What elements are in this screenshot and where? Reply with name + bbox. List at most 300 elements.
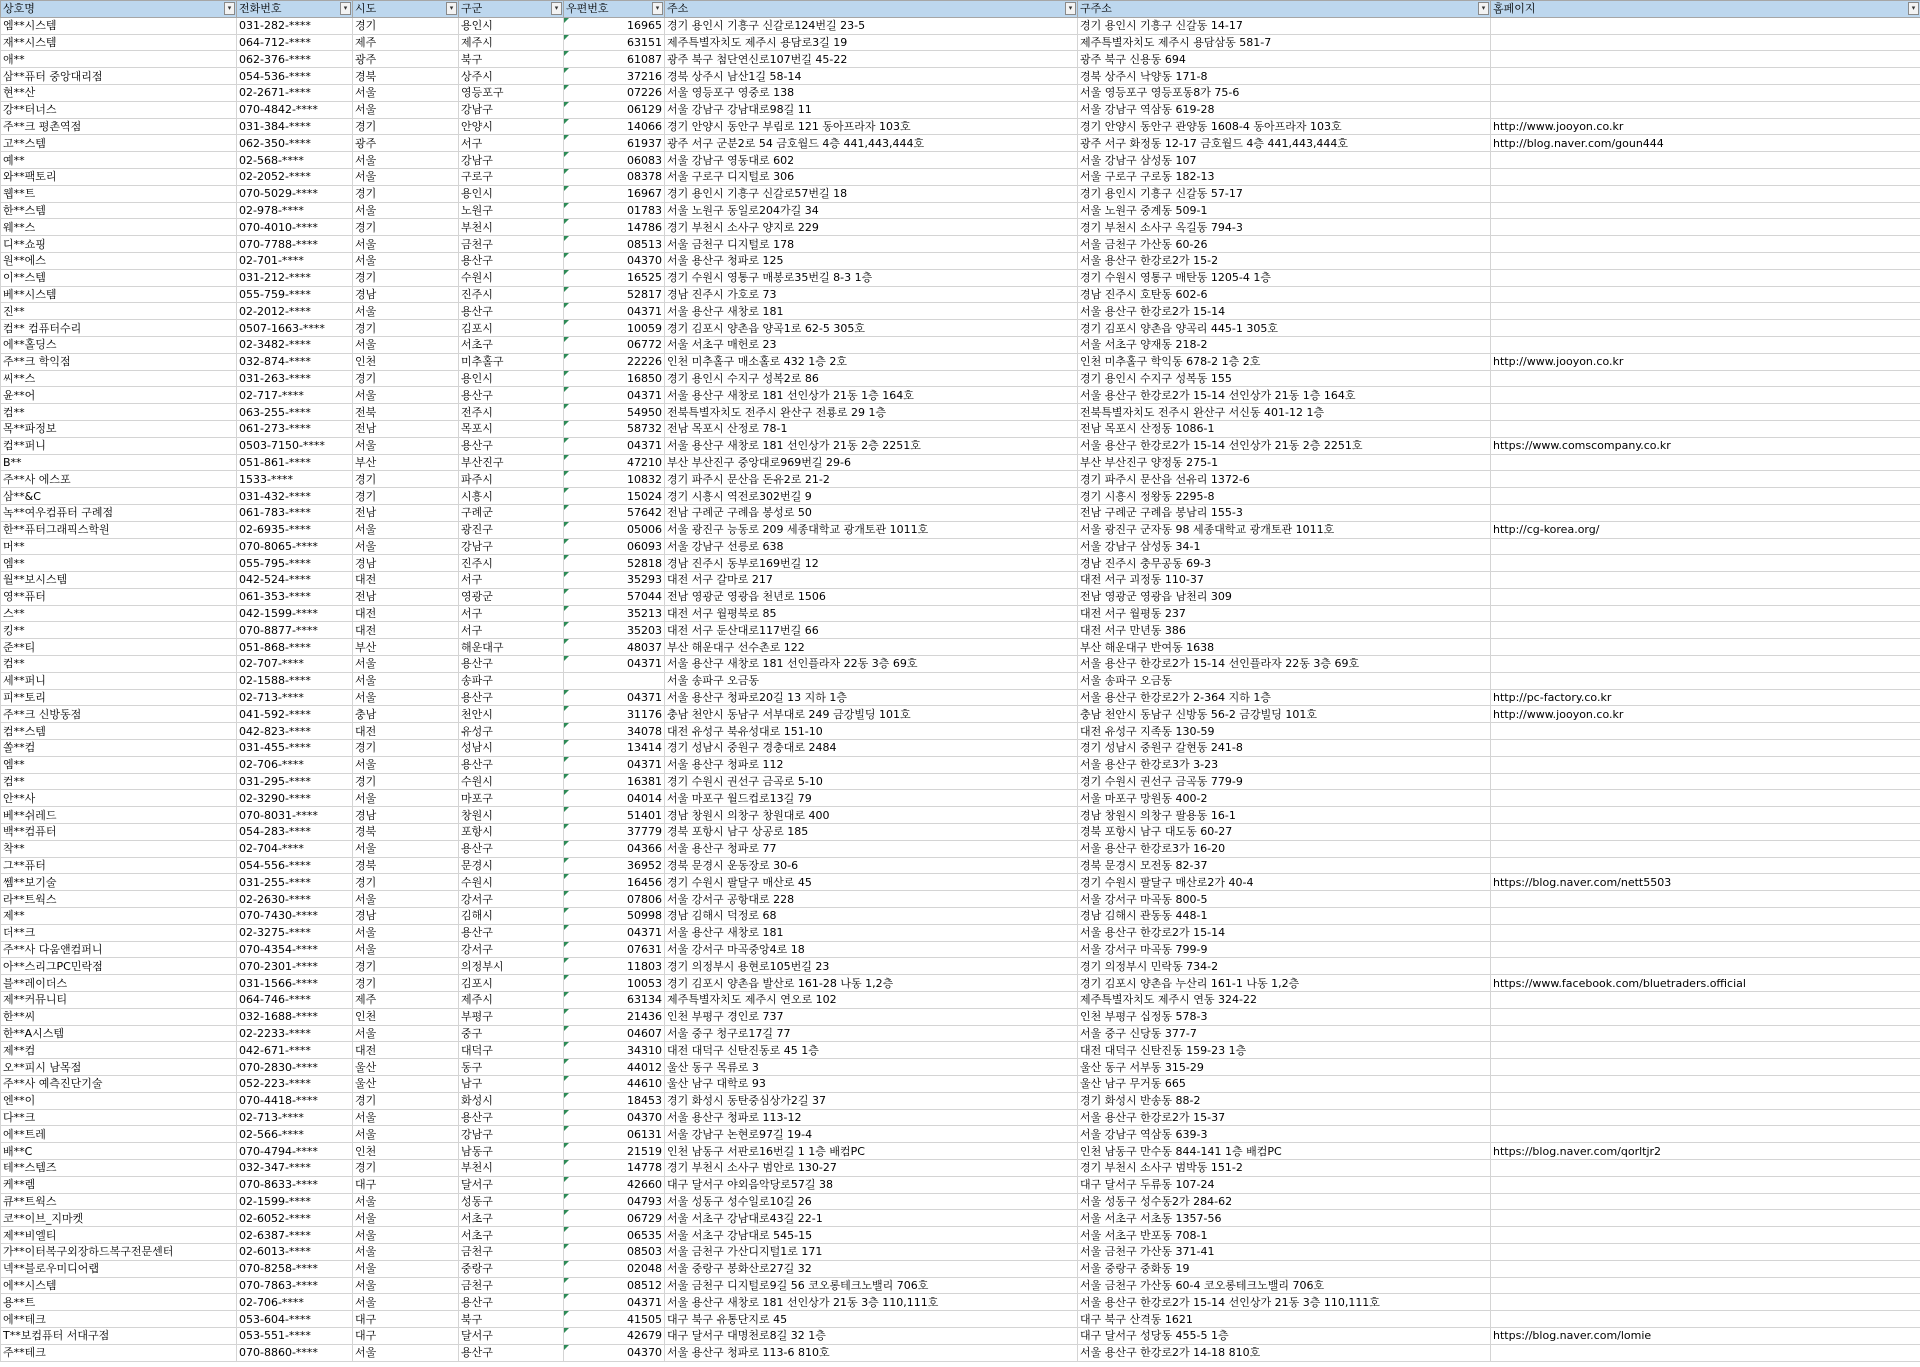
cell-gugun[interactable]: 화성시	[459, 1092, 564, 1109]
cell-zip[interactable]: 61937	[564, 135, 665, 152]
cell-oldaddr[interactable]: 경기 안양시 동안구 관양동 1608-4 동아프라자 103호	[1078, 118, 1491, 135]
cell-name[interactable]: 주**사 에스포	[1, 471, 237, 488]
cell-oldaddr[interactable]: 경기 용인시 기흥구 신갈동 57-17	[1078, 185, 1491, 202]
cell-zip[interactable]: 13414	[564, 740, 665, 757]
cell-phone[interactable]: 070-8258-****	[237, 1260, 353, 1277]
cell-sido[interactable]: 경기	[353, 471, 459, 488]
cell-addr[interactable]: 대전 서구 월평북로 85	[665, 605, 1078, 622]
cell-addr[interactable]: 광주 북구 첨단연신로107번길 45-22	[665, 51, 1078, 68]
cell-gugun[interactable]: 동구	[459, 1059, 564, 1076]
cell-addr[interactable]: 경기 시흥시 역전로302번길 9	[665, 488, 1078, 505]
cell-gugun[interactable]: 대덕구	[459, 1042, 564, 1059]
cell-zip[interactable]: 57642	[564, 504, 665, 521]
cell-addr[interactable]: 대구 북구 유통단지로 45	[665, 1311, 1078, 1328]
cell-name[interactable]: 주**크 평촌역점	[1, 118, 237, 135]
cell-oldaddr[interactable]: 대구 달서구 두류동 107-24	[1078, 1176, 1491, 1193]
cell-zip[interactable]: 04370	[564, 1344, 665, 1361]
cell-sido[interactable]: 서울	[353, 672, 459, 689]
cell-phone[interactable]: 031-432-****	[237, 488, 353, 505]
cell-zip[interactable]	[564, 672, 665, 689]
cell-sido[interactable]: 울산	[353, 1076, 459, 1093]
cell-zip[interactable]: 02048	[564, 1260, 665, 1277]
cell-homepage[interactable]	[1491, 1092, 1920, 1109]
cell-addr[interactable]: 서울 용산구 청파로 112	[665, 756, 1078, 773]
cell-addr[interactable]: 경기 부천시 소사구 양지로 229	[665, 219, 1078, 236]
cell-sido[interactable]: 인천	[353, 353, 459, 370]
cell-sido[interactable]: 서울	[353, 1243, 459, 1260]
cell-sido[interactable]: 서울	[353, 538, 459, 555]
cell-homepage[interactable]: http://pc-factory.co.kr	[1491, 689, 1920, 706]
cell-homepage[interactable]	[1491, 1109, 1920, 1126]
column-header-name[interactable]	[1, 1, 237, 18]
cell-phone[interactable]: 1533-****	[237, 471, 353, 488]
cell-gugun[interactable]: 문경시	[459, 857, 564, 874]
cell-zip[interactable]: 04366	[564, 840, 665, 857]
cell-gugun[interactable]: 구례군	[459, 504, 564, 521]
cell-name[interactable]: 엔**이	[1, 1092, 237, 1109]
cell-addr[interactable]: 서울 서초구 매헌로 23	[665, 336, 1078, 353]
cell-oldaddr[interactable]: 경남 김해시 관동동 448-1	[1078, 908, 1491, 925]
cell-addr[interactable]: 대전 유성구 북유성대로 151-10	[665, 723, 1078, 740]
cell-name[interactable]: 주**테크	[1, 1344, 237, 1361]
cell-gugun[interactable]: 용산구	[459, 252, 564, 269]
cell-oldaddr[interactable]: 경기 김포시 양촌읍 양곡리 445-1 305호	[1078, 320, 1491, 337]
cell-addr[interactable]: 경기 부천시 소사구 범안로 130-27	[665, 1159, 1078, 1176]
cell-addr[interactable]: 경기 수원시 영통구 매봉로35번길 8-3 1층	[665, 269, 1078, 286]
cell-gugun[interactable]: 부천시	[459, 1159, 564, 1176]
cell-phone[interactable]: 054-536-****	[237, 68, 353, 85]
cell-sido[interactable]: 서울	[353, 924, 459, 941]
cell-zip[interactable]: 04370	[564, 252, 665, 269]
cell-oldaddr[interactable]: 서울 금천구 가산동 60-4 코오롱테크노밸리 706호	[1078, 1277, 1491, 1294]
cell-addr[interactable]: 서울 강남구 강남대로98길 11	[665, 101, 1078, 118]
cell-sido[interactable]: 서울	[353, 1210, 459, 1227]
cell-gugun[interactable]: 목포시	[459, 420, 564, 437]
cell-gugun[interactable]: 용산구	[459, 689, 564, 706]
cell-zip[interactable]: 08503	[564, 1243, 665, 1260]
cell-zip[interactable]: 04370	[564, 1109, 665, 1126]
cell-phone[interactable]: 02-2233-****	[237, 1025, 353, 1042]
cell-name[interactable]: 에**시스템	[1, 1277, 237, 1294]
cell-sido[interactable]: 서울	[353, 521, 459, 538]
cell-name[interactable]: 엠**	[1, 555, 237, 572]
cell-sido[interactable]: 울산	[353, 1059, 459, 1076]
cell-oldaddr[interactable]: 제주특별자치도 제주시 연동 324-22	[1078, 992, 1491, 1009]
cell-phone[interactable]: 064-712-****	[237, 34, 353, 51]
cell-gugun[interactable]: 강남구	[459, 1126, 564, 1143]
cell-phone[interactable]: 061-353-****	[237, 588, 353, 605]
cell-gugun[interactable]: 서구	[459, 605, 564, 622]
cell-phone[interactable]: 070-7430-****	[237, 908, 353, 925]
cell-addr[interactable]: 서울 중랑구 봉화산로27길 32	[665, 1260, 1078, 1277]
cell-phone[interactable]: 070-8877-****	[237, 622, 353, 639]
cell-oldaddr[interactable]: 전북특별자치도 전주시 완산구 서신동 401-12 1층	[1078, 404, 1491, 421]
cell-name[interactable]: 엠**시스템	[1, 17, 237, 34]
cell-oldaddr[interactable]: 서울 용산구 한강로2가 15-14	[1078, 303, 1491, 320]
cell-oldaddr[interactable]: 경북 상주시 낙양동 171-8	[1078, 68, 1491, 85]
cell-name[interactable]: 가**이터복구외장하드복구전문센터	[1, 1243, 237, 1260]
cell-phone[interactable]: 02-707-****	[237, 656, 353, 673]
cell-addr[interactable]: 경기 용인시 기흥구 신갈로57번길 18	[665, 185, 1078, 202]
cell-gugun[interactable]: 창원시	[459, 807, 564, 824]
cell-gugun[interactable]: 서초구	[459, 1227, 564, 1244]
cell-addr[interactable]: 서울 용산구 청파로20길 13 지하 1층	[665, 689, 1078, 706]
cell-phone[interactable]: 070-4842-****	[237, 101, 353, 118]
cell-name[interactable]: 컴** 컴퓨터수리	[1, 320, 237, 337]
cell-phone[interactable]: 054-556-****	[237, 857, 353, 874]
cell-phone[interactable]: 070-8633-****	[237, 1176, 353, 1193]
cell-homepage[interactable]	[1491, 824, 1920, 841]
cell-phone[interactable]: 070-7863-****	[237, 1277, 353, 1294]
cell-sido[interactable]: 경기	[353, 740, 459, 757]
cell-homepage[interactable]	[1491, 622, 1920, 639]
cell-homepage[interactable]	[1491, 1042, 1920, 1059]
cell-zip[interactable]: 14786	[564, 219, 665, 236]
cell-name[interactable]: 컴**	[1, 656, 237, 673]
cell-sido[interactable]: 경기	[353, 185, 459, 202]
cell-name[interactable]: 씨**스	[1, 370, 237, 387]
cell-homepage[interactable]	[1491, 219, 1920, 236]
cell-name[interactable]: 테**스템즈	[1, 1159, 237, 1176]
cell-oldaddr[interactable]: 경기 시흥시 정왕동 2295-8	[1078, 488, 1491, 505]
cell-sido[interactable]: 서울	[353, 656, 459, 673]
cell-phone[interactable]: 02-706-****	[237, 1294, 353, 1311]
cell-gugun[interactable]: 용산구	[459, 1109, 564, 1126]
cell-phone[interactable]: 02-2012-****	[237, 303, 353, 320]
cell-sido[interactable]: 경기	[353, 17, 459, 34]
cell-phone[interactable]: 032-1688-****	[237, 1008, 353, 1025]
cell-name[interactable]: 넥**블로우미디어랩	[1, 1260, 237, 1277]
cell-addr[interactable]: 서울 용산구 새창로 181	[665, 924, 1078, 941]
cell-sido[interactable]: 제주	[353, 992, 459, 1009]
cell-zip[interactable]: 41505	[564, 1311, 665, 1328]
cell-oldaddr[interactable]: 서울 용산구 한강로3가 16-20	[1078, 840, 1491, 857]
cell-oldaddr[interactable]: 대전 유성구 지족동 130-59	[1078, 723, 1491, 740]
cell-phone[interactable]: 062-376-****	[237, 51, 353, 68]
cell-homepage[interactable]	[1491, 672, 1920, 689]
cell-oldaddr[interactable]: 경북 문경시 모전동 82-37	[1078, 857, 1491, 874]
cell-phone[interactable]: 02-3275-****	[237, 924, 353, 941]
cell-name[interactable]: 다**크	[1, 1109, 237, 1126]
cell-zip[interactable]: 04371	[564, 387, 665, 404]
cell-gugun[interactable]: 해운대구	[459, 639, 564, 656]
cell-oldaddr[interactable]: 인천 남동구 만수동 844-141 1층 배컴PC	[1078, 1143, 1491, 1160]
cell-addr[interactable]: 서울 강남구 영동대로 602	[665, 152, 1078, 169]
cell-zip[interactable]: 34310	[564, 1042, 665, 1059]
cell-homepage[interactable]	[1491, 555, 1920, 572]
cell-name[interactable]: 에**트레	[1, 1126, 237, 1143]
cell-sido[interactable]: 광주	[353, 135, 459, 152]
cell-gugun[interactable]: 구로구	[459, 168, 564, 185]
cell-name[interactable]: 고**스템	[1, 135, 237, 152]
cell-name[interactable]: 제**커뮤니티	[1, 992, 237, 1009]
cell-sido[interactable]: 서울	[353, 236, 459, 253]
cell-sido[interactable]: 전남	[353, 588, 459, 605]
cell-phone[interactable]: 02-717-****	[237, 387, 353, 404]
cell-gugun[interactable]: 달서구	[459, 1176, 564, 1193]
cell-oldaddr[interactable]: 서울 성동구 성수동2가 284-62	[1078, 1193, 1491, 1210]
cell-zip[interactable]: 04371	[564, 656, 665, 673]
cell-zip[interactable]: 57044	[564, 588, 665, 605]
cell-oldaddr[interactable]: 울산 동구 서부동 315-29	[1078, 1059, 1491, 1076]
cell-name[interactable]: 웨**스	[1, 219, 237, 236]
cell-sido[interactable]: 서울	[353, 1227, 459, 1244]
cell-zip[interactable]: 10053	[564, 975, 665, 992]
cell-addr[interactable]: 서울 강서구 마곡중앙4로 18	[665, 941, 1078, 958]
cell-sido[interactable]: 서울	[353, 840, 459, 857]
cell-sido[interactable]: 인천	[353, 1143, 459, 1160]
cell-phone[interactable]: 054-283-****	[237, 824, 353, 841]
cell-phone[interactable]: 055-795-****	[237, 555, 353, 572]
cell-homepage[interactable]	[1491, 857, 1920, 874]
cell-addr[interactable]: 경기 안양시 동안구 부림로 121 동아프라자 103호	[665, 118, 1078, 135]
cell-phone[interactable]: 070-2301-****	[237, 958, 353, 975]
cell-phone[interactable]: 0503-7150-****	[237, 437, 353, 454]
cell-sido[interactable]: 경북	[353, 68, 459, 85]
cell-name[interactable]: 주**사 예측진단기술	[1, 1076, 237, 1093]
cell-gugun[interactable]: 광진구	[459, 521, 564, 538]
cell-sido[interactable]: 경남	[353, 908, 459, 925]
cell-zip[interactable]: 04793	[564, 1193, 665, 1210]
cell-sido[interactable]: 경남	[353, 555, 459, 572]
cell-homepage[interactable]	[1491, 488, 1920, 505]
cell-addr[interactable]: 충남 천안시 동남구 서부대로 249 금강빌딩 101호	[665, 706, 1078, 723]
cell-zip[interactable]: 16456	[564, 874, 665, 891]
cell-name[interactable]: 이**스템	[1, 269, 237, 286]
cell-zip[interactable]: 16381	[564, 773, 665, 790]
cell-zip[interactable]: 18453	[564, 1092, 665, 1109]
cell-addr[interactable]: 서울 강남구 선릉로 638	[665, 538, 1078, 555]
cell-gugun[interactable]: 용산구	[459, 840, 564, 857]
cell-name[interactable]: 제**컴	[1, 1042, 237, 1059]
cell-name[interactable]: 엠**	[1, 756, 237, 773]
cell-gugun[interactable]: 남동구	[459, 1143, 564, 1160]
column-header-phone[interactable]	[237, 1, 353, 18]
cell-addr[interactable]: 경북 문경시 운동장로 30-6	[665, 857, 1078, 874]
cell-addr[interactable]: 울산 남구 대학로 93	[665, 1076, 1078, 1093]
cell-name[interactable]: 컴**	[1, 404, 237, 421]
cell-zip[interactable]: 08512	[564, 1277, 665, 1294]
filter-dropdown-icon[interactable]: ▾	[1065, 2, 1076, 15]
cell-addr[interactable]: 대전 대덕구 신탄진동로 45 1층	[665, 1042, 1078, 1059]
cell-phone[interactable]: 02-1599-****	[237, 1193, 353, 1210]
cell-homepage[interactable]: http://www.jooyon.co.kr	[1491, 706, 1920, 723]
cell-zip[interactable]: 06129	[564, 101, 665, 118]
cell-gugun[interactable]: 제주시	[459, 34, 564, 51]
filter-dropdown-icon[interactable]: ▾	[340, 2, 351, 15]
cell-name[interactable]: 케**렘	[1, 1176, 237, 1193]
cell-phone[interactable]: 031-255-****	[237, 874, 353, 891]
cell-sido[interactable]: 서울	[353, 336, 459, 353]
cell-zip[interactable]: 63151	[564, 34, 665, 51]
cell-name[interactable]: 한**스템	[1, 202, 237, 219]
cell-name[interactable]: 월**보시스템	[1, 572, 237, 589]
cell-name[interactable]: 와**팩토리	[1, 168, 237, 185]
cell-homepage[interactable]	[1491, 790, 1920, 807]
cell-zip[interactable]: 47210	[564, 454, 665, 471]
cell-zip[interactable]: 42679	[564, 1327, 665, 1344]
cell-name[interactable]: 착**	[1, 840, 237, 857]
cell-oldaddr[interactable]: 서울 서초구 양재동 218-2	[1078, 336, 1491, 353]
cell-homepage[interactable]	[1491, 1294, 1920, 1311]
cell-addr[interactable]: 서울 강서구 공항대로 228	[665, 891, 1078, 908]
cell-addr[interactable]: 서울 송파구 오금동	[665, 672, 1078, 689]
cell-name[interactable]: 세**퍼니	[1, 672, 237, 689]
cell-oldaddr[interactable]: 경기 용인시 수지구 성복동 155	[1078, 370, 1491, 387]
cell-name[interactable]: 에**테크	[1, 1311, 237, 1328]
cell-gugun[interactable]: 수원시	[459, 269, 564, 286]
cell-sido[interactable]: 대구	[353, 1176, 459, 1193]
cell-zip[interactable]: 22226	[564, 353, 665, 370]
cell-phone[interactable]: 02-6935-****	[237, 521, 353, 538]
cell-gugun[interactable]: 의정부시	[459, 958, 564, 975]
cell-addr[interactable]: 대전 서구 둔산대로117번길 66	[665, 622, 1078, 639]
cell-zip[interactable]: 04371	[564, 756, 665, 773]
cell-phone[interactable]: 070-4010-****	[237, 219, 353, 236]
cell-name[interactable]: 컴**퍼니	[1, 437, 237, 454]
cell-phone[interactable]: 031-263-****	[237, 370, 353, 387]
cell-gugun[interactable]: 북구	[459, 1311, 564, 1328]
cell-gugun[interactable]: 용산구	[459, 924, 564, 941]
cell-zip[interactable]: 44012	[564, 1059, 665, 1076]
cell-oldaddr[interactable]: 서울 서초구 서초동 1357-56	[1078, 1210, 1491, 1227]
cell-homepage[interactable]: https://www.comscompany.co.kr	[1491, 437, 1920, 454]
cell-oldaddr[interactable]: 서울 서초구 반포동 708-1	[1078, 1227, 1491, 1244]
cell-sido[interactable]: 서울	[353, 1193, 459, 1210]
cell-name[interactable]: 오**피시 남목점	[1, 1059, 237, 1076]
cell-homepage[interactable]: http://www.jooyon.co.kr	[1491, 118, 1920, 135]
cell-sido[interactable]: 경기	[353, 269, 459, 286]
cell-sido[interactable]: 경기	[353, 773, 459, 790]
cell-zip[interactable]: 14778	[564, 1159, 665, 1176]
cell-phone[interactable]: 02-3482-****	[237, 336, 353, 353]
cell-sido[interactable]: 서울	[353, 1277, 459, 1294]
cell-name[interactable]: B**	[1, 454, 237, 471]
cell-zip[interactable]: 06093	[564, 538, 665, 555]
cell-addr[interactable]: 서울 용산구 청파로 113-6 810호	[665, 1344, 1078, 1361]
cell-zip[interactable]: 10832	[564, 471, 665, 488]
cell-sido[interactable]: 서울	[353, 1025, 459, 1042]
cell-zip[interactable]: 04371	[564, 689, 665, 706]
cell-zip[interactable]: 50998	[564, 908, 665, 925]
cell-oldaddr[interactable]: 경기 화성시 반송동 88-2	[1078, 1092, 1491, 1109]
cell-name[interactable]: 그**퓨터	[1, 857, 237, 874]
cell-zip[interactable]: 07631	[564, 941, 665, 958]
cell-addr[interactable]: 경남 창원시 의창구 창원대로 400	[665, 807, 1078, 824]
filter-dropdown-icon[interactable]: ▾	[446, 2, 457, 15]
cell-homepage[interactable]	[1491, 1193, 1920, 1210]
cell-name[interactable]: 디**쇼핑	[1, 236, 237, 253]
cell-addr[interactable]: 서울 용산구 청파로 77	[665, 840, 1078, 857]
cell-homepage[interactable]: http://www.jooyon.co.kr	[1491, 353, 1920, 370]
cell-homepage[interactable]	[1491, 1243, 1920, 1260]
cell-homepage[interactable]	[1491, 404, 1920, 421]
cell-phone[interactable]: 02-2630-****	[237, 891, 353, 908]
cell-addr[interactable]: 경남 김해시 덕정로 68	[665, 908, 1078, 925]
cell-name[interactable]: 예**	[1, 152, 237, 169]
cell-homepage[interactable]	[1491, 152, 1920, 169]
cell-homepage[interactable]	[1491, 1008, 1920, 1025]
cell-phone[interactable]: 02-568-****	[237, 152, 353, 169]
cell-phone[interactable]: 02-1588-****	[237, 672, 353, 689]
cell-oldaddr[interactable]: 서울 용산구 한강로2가 15-2	[1078, 252, 1491, 269]
cell-sido[interactable]: 서울	[353, 891, 459, 908]
cell-oldaddr[interactable]: 서울 중구 신당동 377-7	[1078, 1025, 1491, 1042]
cell-addr[interactable]: 전북특별자치도 전주시 완산구 전룡로 29 1층	[665, 404, 1078, 421]
cell-oldaddr[interactable]: 광주 서구 화정동 12-17 금호월드 4층 441,443,444호	[1078, 135, 1491, 152]
cell-gugun[interactable]: 성동구	[459, 1193, 564, 1210]
filter-dropdown-icon[interactable]: ▾	[1908, 2, 1919, 15]
cell-oldaddr[interactable]: 서울 중랑구 중화동 19	[1078, 1260, 1491, 1277]
cell-phone[interactable]: 070-7788-****	[237, 236, 353, 253]
cell-phone[interactable]: 070-4418-****	[237, 1092, 353, 1109]
cell-oldaddr[interactable]: 경남 진주시 호탄동 602-6	[1078, 286, 1491, 303]
cell-zip[interactable]: 58732	[564, 420, 665, 437]
cell-addr[interactable]: 서울 용산구 새창로 181 선인플라자 22동 3층 69호	[665, 656, 1078, 673]
cell-zip[interactable]: 37216	[564, 68, 665, 85]
cell-gugun[interactable]: 김포시	[459, 320, 564, 337]
cell-zip[interactable]: 35203	[564, 622, 665, 639]
cell-sido[interactable]: 경기	[353, 118, 459, 135]
cell-zip[interactable]: 42660	[564, 1176, 665, 1193]
cell-oldaddr[interactable]: 서울 노원구 중계동 509-1	[1078, 202, 1491, 219]
column-header-homepage[interactable]	[1491, 1, 1920, 18]
cell-homepage[interactable]	[1491, 656, 1920, 673]
cell-homepage[interactable]	[1491, 420, 1920, 437]
cell-phone[interactable]: 062-350-****	[237, 135, 353, 152]
cell-homepage[interactable]	[1491, 572, 1920, 589]
cell-homepage[interactable]	[1491, 891, 1920, 908]
cell-oldaddr[interactable]: 대전 대덕구 신탄진동 159-23 1층	[1078, 1042, 1491, 1059]
cell-addr[interactable]: 서울 노원구 동일로204가길 34	[665, 202, 1078, 219]
cell-name[interactable]: 컴**스템	[1, 723, 237, 740]
cell-phone[interactable]: 061-783-****	[237, 504, 353, 521]
cell-oldaddr[interactable]: 인천 부평구 십정동 578-3	[1078, 1008, 1491, 1025]
cell-addr[interactable]: 인천 미추홀구 매소홀로 432 1층 2호	[665, 353, 1078, 370]
cell-oldaddr[interactable]: 서울 용산구 한강로2가 15-14 선인상가 21동 1층 164호	[1078, 387, 1491, 404]
cell-name[interactable]: 베**시스템	[1, 286, 237, 303]
cell-sido[interactable]: 서울	[353, 152, 459, 169]
cell-name[interactable]: 컴**	[1, 773, 237, 790]
cell-zip[interactable]: 06729	[564, 1210, 665, 1227]
cell-oldaddr[interactable]: 경북 포항시 남구 대도동 60-27	[1078, 824, 1491, 841]
cell-zip[interactable]: 10059	[564, 320, 665, 337]
cell-gugun[interactable]: 남구	[459, 1076, 564, 1093]
cell-oldaddr[interactable]: 전남 구례군 구례읍 봉남리 155-3	[1078, 504, 1491, 521]
cell-zip[interactable]: 21436	[564, 1008, 665, 1025]
cell-name[interactable]: 제**	[1, 908, 237, 925]
cell-gugun[interactable]: 성남시	[459, 740, 564, 757]
cell-name[interactable]: 용**트	[1, 1294, 237, 1311]
cell-phone[interactable]: 031-295-****	[237, 773, 353, 790]
cell-phone[interactable]: 02-978-****	[237, 202, 353, 219]
cell-homepage[interactable]	[1491, 370, 1920, 387]
cell-gugun[interactable]: 금천구	[459, 1243, 564, 1260]
cell-zip[interactable]: 01783	[564, 202, 665, 219]
cell-phone[interactable]: 0507-1663-****	[237, 320, 353, 337]
cell-oldaddr[interactable]: 경기 성남시 중원구 갈현동 241-8	[1078, 740, 1491, 757]
cell-name[interactable]: 코**이브_지마켓	[1, 1210, 237, 1227]
cell-sido[interactable]: 경기	[353, 1159, 459, 1176]
cell-addr[interactable]: 서울 마포구 월드컵로13길 79	[665, 790, 1078, 807]
cell-homepage[interactable]	[1491, 840, 1920, 857]
cell-phone[interactable]: 070-8031-****	[237, 807, 353, 824]
cell-phone[interactable]: 063-255-****	[237, 404, 353, 421]
cell-homepage[interactable]	[1491, 320, 1920, 337]
cell-oldaddr[interactable]: 대전 서구 월평동 237	[1078, 605, 1491, 622]
cell-homepage[interactable]	[1491, 639, 1920, 656]
cell-oldaddr[interactable]: 전남 영광군 영광읍 남천리 309	[1078, 588, 1491, 605]
